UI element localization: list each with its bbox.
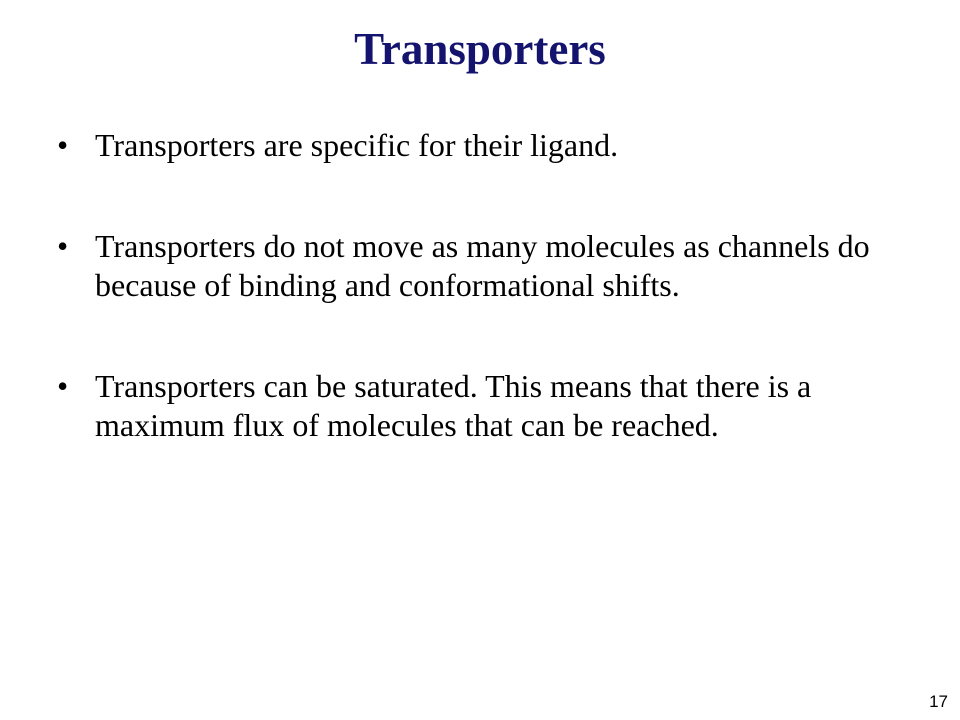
bullet-text: Transporters do not move as many molecules as channels do because of binding and conformational shifts. (95, 228, 870, 303)
slide-title: Transporters (354, 24, 606, 74)
bullet-item (57, 367, 907, 445)
bullet-text: Transporters are specific for their ligand. (95, 127, 619, 163)
bullet-icon: • (57, 368, 69, 404)
bullet-item (57, 227, 907, 305)
bullet-icon: • (57, 127, 69, 163)
bullet-text: Transporters can be saturated. This means that there is a maximum flux of molecules that can be reached. (95, 368, 812, 443)
bullet-item (57, 126, 907, 165)
bullet-icon: • (57, 228, 69, 264)
slide-number: 17 (929, 692, 948, 711)
bullet-list (57, 126, 907, 445)
